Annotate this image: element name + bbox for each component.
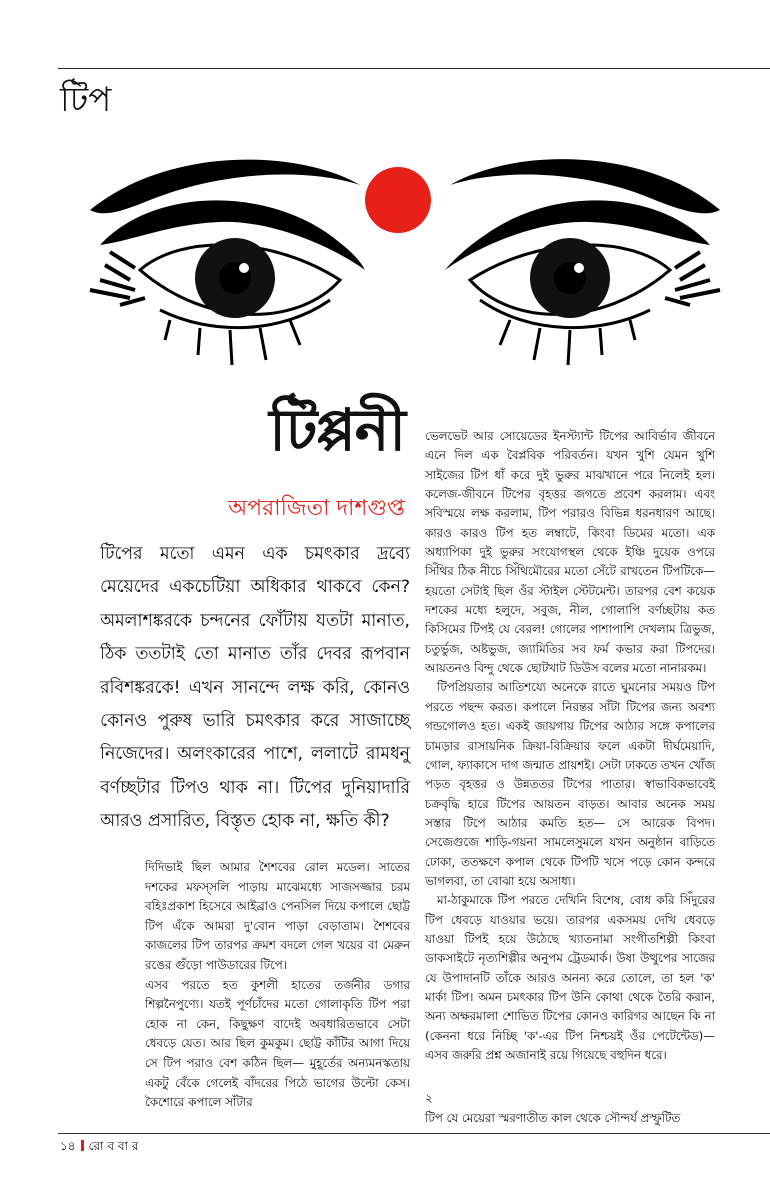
section-number: ২ [425, 1091, 433, 1106]
body-paragraph: ভেলভেট আর সোয়েডের ইনস্ট্যান্ট টিপের আবির্ভাব জীবনে এনে দিল এক বৈপ্লবিক পরিবর্তন। যখন খুশি যেমন খুশি সাইজের টিপ ধাঁ করে দুই ভুরুর মাঝখানে পরে নিলেই হল। কলেজ-জীবনে টিপের বৃহত্তর জগতে প্রবেশ করলাম। এবং সবিস্ময়ে লক্ষ করলাম, টিপ পরারও বিভিন্ন ধরনধারণ আছে। কারও কারও টিপ হত লম্বাটে, কিংবা ডিমের মতো। এক অধ্যাপিকা দুই ভুরুর সংযোগস্থল থেকে ইঞ্চি দুয়েক ওপরে সিঁথির ঠিক নীচে সিঁথিমৌরের মতো সেঁটে রাখতেন টিপটিকে— হয়তো সেটাই ছিল ওঁর স্টাইল স্টেটমেন্ট। তারপর বেশ কয়েক দশকের মধ্যে হলুদে, সবুজ, নীল, গোলাপি বর্ণচ্ছটায় কত কিসিমের টিপই যে বেরল! গোলের পাশাপাশি দেখলাম ত্রিভুজ, চতুর্ভুজ, অষ্টভুজ, জ্যামিতির সব ফর্ম কভার করা টিপদের। আয়তনও বিন্দু থেকে ছোটখাট ডিউস বলের মতো নানারকম। [425, 429, 715, 676]
body-paragraph: দিদিভাই ছিল আমার শৈশবের রোল মডেল। সাতের দশকের মফস্সলি পাড়ায় মাঝেমধ্যে সাজসজ্জার চরম বহিঃপ্রকাশ হিসেবে আইব্রাও পেনসিল দিয়ে কপালে ছোট্ট টিপ এঁকে আমরা দু'বোন পাড়া বেড়াতাম। শৈশবের কাজলের টিপ তারপর ক্রমশ বদলে গেল খয়ের বা মেরুন রঙের গুঁড়ো পাউডারের টিপে। [145, 860, 410, 972]
eyes-illustration [60, 140, 750, 390]
folio-divider [81, 1140, 84, 1151]
author-byline: অপরাজিতা দাশগুপ্ত [228, 496, 405, 521]
magazine-name: রো ব বা র [88, 1139, 139, 1153]
lead-paragraph: টিপের মতো এমন এক চমৎকার দ্রব্যে মেয়েদের একচেটিয়া অধিকার থাকবে কেন? অমলাশঙ্করকে চন্দনের ফোঁটায় যতটা মানাত, ঠিক ততটাই তো মানাত তাঁর দেবর রূপবান রবিশঙ্করকে! এখন সানন্দে লক্ষ করি, কোনও কোনও পুরুষ ভারি চমৎকার করে সাজাচ্ছে নিজেদের। অলংকারের পাশে, ললাটে রামধনু বর্ণচ্ছটার টিপও থাক না। টিপের দুনিয়াদারি আরও প্রসারিত, বিস্তৃত হোক না, ক্ষতি কী? [100, 544, 410, 832]
body-paragraph: টিপপ্রিয়তার আতিশয্যে অনেকে রাতে ঘুমনোর সময়ও টিপ পরতে পছন্দ করত। কপালে নিরন্তর সাঁটা টিপের জন্য অবশ্য গন্ডগোলও হত। একই জায়গায় টিপের আঠার সঙ্গে কপালের চামড়ার রাসায়নিক ক্রিয়া-বিক্রিয়ার ফলে একটা দীর্ঘমেয়াদি, গোল, ফ্যাকাসে দাগ জন্মাত প্রায়শই। সেটা ঢাকতে তখন খোঁজ পড়ত বৃহত্তর ও উন্নততর টিপের পাতার। স্বাভাবিকভাবেই চক্রবৃদ্ধি হারে টিপের আয়তন বাড়ত। আবার অনেক সময় সস্তার টিপে আঠার কমতি হত— সে আরেক বিপদ। সেজেগুজে শাড়ি-গয়না সামলেসুমলে যখন অনুষ্ঠান বাড়িতে ঢোকা, ততক্ষণে কপাল থেকে টিপটি খসে পড়ে কোন কন্দরে ভাগলবা, তা বোঝা হয়ে অসাধ্য। [425, 680, 715, 888]
body-paragraph: মা-ঠাকুমাকে টিপ পরতে দেখিনি বিশেষ, বোধ করি সিঁদুরের টিপ ধেবড়ে যাওয়ার ভয়ে। তারপর একসময় দেখি ধেবড়ে যাওয়া টিপই হয়ে উঠেছে খ্যাতনামা সংগীতশিল্পী কিংবা ডাকসাইটে নৃত্যশিল্পীর অনুপম ট্রেডমার্ক। উষা উত্থুপের সাজের যে উপাদানটি তাঁকে আরও অনন্য করে তোলে, তা হল 'ক' মার্কা টিপ। অমন চমৎকার টিপ উনি কোথা থেকে তৈরি করান, অন্য অক্ষরমালা শোভিত টিপের কোনও কারিগর আছেন কি না (কেননা ধরে নিচ্ছি 'ক'-এর টিপ নিশ্চয়ই ওঁর পেটেন্টেড)— এসব জরুরি প্রশ্ন অজানাই রয়ে গিয়েছে বহুদিন ধরে। [425, 893, 715, 1062]
left-eye [90, 160, 365, 365]
footer-rule [58, 1133, 770, 1134]
body-paragraph: এসব পরতে হত কুশলী হাতের তর্জনীর ডগার শিল্পনৈপুণ্যে। যতই পূর্ণচাঁদের মতো গোলাকৃতি টিপ পরা হোক না কেন, কিছুক্ষণ বাদেই অবধারিতভাবে সেটা ধেবড়ে যেত। আর ছিল কুমকুম। ছোট্ট কাঁটির আগা দিয়ে সে টিপ পরাও বেশ কঠিন ছিল— মুহূর্তের অন্যমনস্কতায় একটু বেঁকে গেলেই বাঁদরের পিঠে ভাগের উল্টো কেস। কৈশোরে কপালে সাঁটার [145, 977, 410, 1110]
page-number: ১৪ [60, 1139, 76, 1153]
page-folio [60, 1138, 138, 1154]
header-rule [58, 68, 770, 69]
right-column [425, 427, 715, 1128]
article-title: টিপ্পনী [269, 396, 405, 464]
body-paragraph: টিপ যে মেয়েরা স্মরণাতীত কাল থেকে সৌন্দর্য প্রস্ফুটিত [425, 1110, 681, 1125]
right-eye [445, 159, 720, 365]
section-label: টিপ [60, 80, 112, 120]
bindi-dot [365, 167, 431, 233]
left-column [145, 858, 410, 1113]
